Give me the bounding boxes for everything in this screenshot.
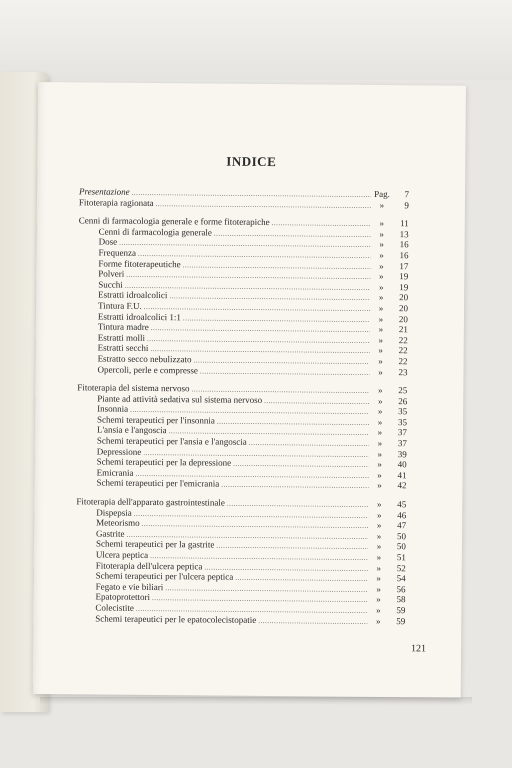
toc-entry-page: 56: [396, 583, 406, 595]
toc-entry-page: 39: [397, 448, 407, 459]
dot-leader: [258, 616, 367, 628]
page-number: 121: [411, 643, 427, 655]
toc-entry-page: 26: [398, 395, 408, 406]
toc-entry-label: Dose: [98, 236, 118, 248]
toc-entry-marker: »: [379, 218, 385, 229]
toc-entry-page: 20: [398, 303, 409, 314]
toc-entry-label: Estratti secchi: [97, 342, 149, 354]
toc-entry-page: 46: [397, 509, 407, 520]
toc-entry-page: 47: [397, 520, 407, 531]
toc-entry-marker: »: [376, 594, 381, 605]
background: [0, 0, 512, 80]
toc-entry-label: Depressione: [96, 446, 142, 457]
toc-entry-marker: »: [378, 281, 384, 292]
toc-entry-marker: »: [378, 385, 383, 396]
toc-entry-label: Epatoprotettori: [95, 591, 151, 603]
toc-entry-page: 35: [398, 406, 408, 417]
toc-entry-page: 45: [397, 499, 407, 510]
toc-entry-page: 37: [397, 438, 407, 449]
toc-entry-label: Fitoterapia ragionata: [78, 196, 154, 208]
toc-entry-marker: »: [377, 406, 383, 417]
toc-entry-label: Dispepsia: [96, 507, 132, 518]
toc-entry-marker: »: [379, 249, 384, 260]
dot-leader: [156, 199, 371, 211]
dot-leader: [200, 366, 370, 378]
toc-entry-page: 9: [404, 199, 409, 210]
toc-entry-label: Schemi terapeutici per l'emicrania: [96, 477, 220, 490]
toc-entry-marker: »: [377, 459, 382, 470]
toc-entry-label: Estratto secco nebulizzato: [97, 353, 192, 365]
toc-entry-page: 50: [396, 541, 407, 552]
toc-entry-marker: »: [376, 541, 382, 552]
toc-entry-marker: »: [378, 334, 384, 345]
toc-entry-marker: »: [378, 302, 384, 313]
toc-entry-page: 23: [398, 366, 408, 377]
toc-entry-marker: »: [377, 499, 382, 510]
toc-entry-label: Tintura madre: [97, 321, 149, 333]
toc-entry-label: Opercoli, perle e compresse: [97, 364, 199, 375]
toc-entry-page: 16: [399, 239, 409, 250]
toc-entry-label: L'ansia e l'angoscia: [96, 424, 167, 436]
toc-entry-marker: Pag.: [374, 188, 390, 200]
toc-entry-marker: »: [376, 509, 382, 520]
toc-entry-page: 13: [399, 228, 409, 240]
toc-entry-label: Cenni di farmacologia generale e forme fitoterapiche: [78, 215, 270, 228]
toc-entry-marker: »: [376, 520, 382, 531]
toc-entry-marker: »: [378, 313, 384, 324]
toc-entry-label: Frequenza: [98, 247, 137, 258]
toc-entry-label: Succhi: [98, 279, 123, 290]
toc-entry-page: 52: [396, 562, 406, 573]
toc-entry-marker: »: [376, 604, 381, 615]
toc-entry-page: 21: [398, 324, 408, 335]
toc-entry-page: 16: [399, 250, 409, 261]
toc-entry-label: Polveri: [98, 268, 125, 279]
toc-entry-label: Tintura F.U.: [98, 300, 142, 311]
toc-entry-page: 20: [399, 292, 409, 303]
toc-entry-page: 11: [400, 218, 409, 229]
toc-entry-marker: »: [378, 366, 383, 377]
toc-entry-label: Schemi terapeutici per l'ansia e l'angoscia: [96, 435, 247, 447]
toc-entry-marker: »: [377, 438, 383, 449]
page-shadow: [40, 697, 472, 705]
toc-entry-page: 58: [396, 594, 406, 605]
toc-entry-marker: »: [376, 551, 382, 563]
toc-entry-page: 19: [399, 271, 409, 282]
toc-entry-marker: »: [376, 530, 382, 541]
toc-entry-page: 59: [396, 605, 406, 616]
toc-entry-page: 19: [399, 281, 409, 292]
toc-entry-page: 37: [397, 427, 407, 438]
toc-entry-marker: »: [376, 573, 381, 584]
toc-entry-marker: »: [379, 271, 384, 282]
toc-entry-page: 22: [398, 356, 408, 367]
toc-entry-marker: »: [377, 416, 383, 427]
toc-entry-marker: »: [379, 199, 385, 210]
toc-entry-label: Fitoterapia dell'ulcera peptica: [95, 560, 203, 572]
toc-entry-label: Fitoterapia dell'apparato gastrointestinale: [76, 496, 225, 508]
toc-entry-marker: »: [376, 562, 382, 573]
toc-entry-marker: »: [378, 324, 384, 335]
toc-entry-page: 59: [396, 615, 406, 626]
toc-entry-marker: »: [379, 239, 384, 250]
toc-entry-label: Estratti idroalcolici: [98, 289, 168, 301]
toc-entry-marker: »: [377, 448, 383, 459]
toc-entry-marker: »: [379, 260, 384, 271]
toc-entry-page: 22: [398, 334, 408, 345]
toc-entry-marker: »: [379, 228, 384, 239]
toc-entry-marker: »: [377, 480, 382, 491]
toc-entry-label: Forme fitoterapeutiche: [98, 258, 181, 269]
toc-entry-label: Colecistite: [95, 602, 134, 613]
toc-entry-label: Estratti molli: [97, 332, 146, 343]
toc-entry-page: 20: [398, 313, 408, 324]
page-title: INDICE: [226, 153, 277, 170]
toc-entry-label: Schemi terapeutici per le epatocolecistopatie: [95, 613, 257, 625]
toc-entry-label: Estratti idroalcolici 1:1: [97, 311, 181, 322]
toc-entry-page: 50: [397, 530, 407, 542]
toc-entry-label: Fitoterapia del sistema nervoso: [77, 382, 190, 394]
toc-entry-label: Piante ad attività sedativa sul sistema nervoso: [97, 393, 263, 405]
toc-entry-label: Cenni di farmacologia generale: [98, 226, 212, 238]
toc-entry-label: Emicrania: [96, 467, 134, 478]
toc-entry-page: 35: [398, 417, 408, 428]
toc-entry-label: Schemi terapeutici per l'insonnia: [97, 414, 215, 426]
dot-leader: [221, 480, 368, 492]
toc-entry-label: Schemi terapeutici per la gastrite: [95, 538, 215, 550]
toc-entry-page: 41: [397, 469, 407, 481]
toc-entry-label: Gastrite: [96, 528, 125, 539]
toc-entry-page: 51: [396, 552, 406, 563]
toc-entry-marker: »: [377, 469, 382, 480]
toc-entry-page: 17: [399, 260, 409, 271]
toc-entry-label: Fegato e vie biliari: [95, 581, 164, 592]
toc-entry-label: Presentazione: [79, 186, 130, 197]
book-page: [33, 82, 466, 698]
toc-entry-marker: »: [378, 355, 383, 366]
toc-entry-label: Schemi terapeutici per la depressione: [96, 456, 232, 468]
toc-entry-page: 42: [397, 480, 407, 491]
toc-entry-label: Meteorismo: [96, 517, 140, 529]
toc-entry-page: 54: [396, 573, 406, 584]
toc-entry-page: 22: [398, 345, 408, 356]
toc-entry-label: Ulcera peptica: [95, 549, 149, 560]
toc-entry-marker: »: [376, 583, 381, 594]
toc-entry-marker: »: [378, 345, 383, 356]
toc-entry-marker: »: [377, 427, 383, 438]
table-of-contents: [75, 186, 409, 626]
toc-entry-page: 40: [397, 459, 407, 470]
toc-entry-marker: »: [378, 292, 384, 303]
toc-entry-label: Schemi terapeutici per l'ulcera peptica: [95, 570, 234, 582]
toc-entry-page: 25: [398, 385, 408, 396]
toc-entry-page: 7: [404, 189, 410, 200]
toc-entry-marker: »: [377, 395, 383, 406]
toc-entry-label: Insonnia: [97, 403, 129, 415]
toc-entry-marker: »: [376, 615, 381, 626]
